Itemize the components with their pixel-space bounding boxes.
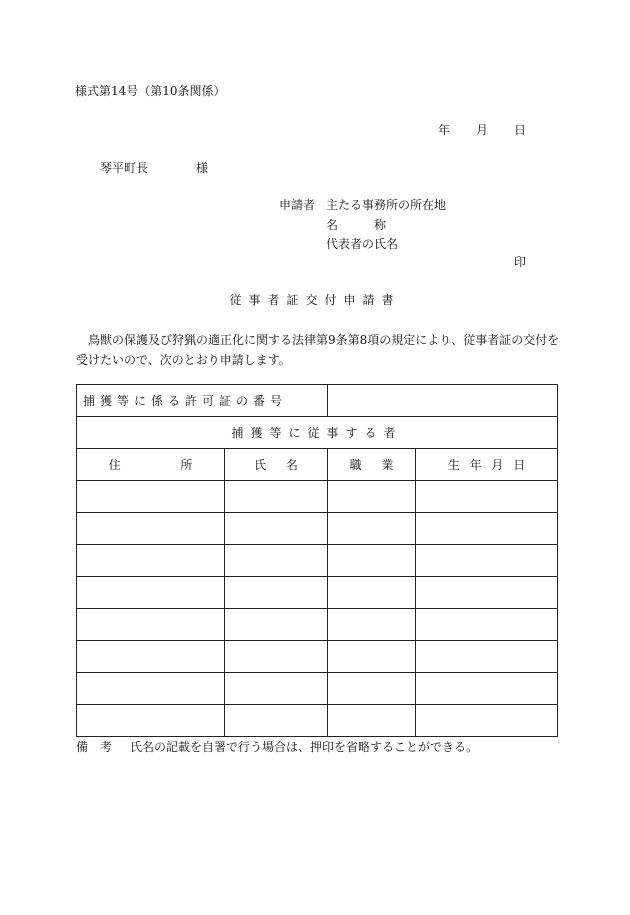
permit-row xyxy=(77,385,558,417)
seal-mark: 印 xyxy=(513,255,526,269)
table-row xyxy=(77,641,558,673)
cell-birthdate[interactable] xyxy=(416,545,558,577)
cell-occupation[interactable] xyxy=(328,577,416,609)
cell-name[interactable] xyxy=(225,481,328,513)
body-text xyxy=(76,330,562,370)
cell-name[interactable] xyxy=(225,513,328,545)
cell-birthdate[interactable] xyxy=(416,705,558,737)
permit-number-field[interactable] xyxy=(328,385,558,417)
cell-birthdate[interactable] xyxy=(416,577,558,609)
addressee xyxy=(100,162,208,174)
permit-number-label: 捕獲等に係る許可証の番号 xyxy=(77,385,328,417)
cell-address[interactable] xyxy=(77,641,225,673)
cell-occupation[interactable] xyxy=(328,513,416,545)
date-day: 日 xyxy=(513,123,526,137)
column-header-birthdate: 生 年 月 日 xyxy=(416,449,558,481)
cell-occupation[interactable] xyxy=(328,609,416,641)
remark-text: 氏名の記載を自署で行う場合は、押印を省略することができる。 xyxy=(130,740,479,754)
cell-name[interactable] xyxy=(225,609,328,641)
cell-name[interactable] xyxy=(225,641,328,673)
applicant-field-address: 主たる事務所の所在地 xyxy=(326,198,447,212)
cell-occupation[interactable] xyxy=(328,705,416,737)
cell-name[interactable] xyxy=(225,673,328,705)
addressee-honorific: 様 xyxy=(196,161,209,175)
application-table xyxy=(76,384,558,737)
cell-birthdate[interactable] xyxy=(416,609,558,641)
form-number: 様式第14号（第10条関係） xyxy=(75,84,226,98)
table-row xyxy=(77,609,558,641)
cell-name[interactable] xyxy=(225,705,328,737)
cell-occupation[interactable] xyxy=(328,481,416,513)
document-title: 従事者証交付申請書 xyxy=(229,293,401,307)
addressee-name: 琴平町長 xyxy=(100,161,149,175)
remark-label: 備考 xyxy=(76,740,125,754)
cell-name[interactable] xyxy=(225,577,328,609)
cell-address[interactable] xyxy=(77,577,225,609)
cell-birthdate[interactable] xyxy=(416,481,558,513)
table-row xyxy=(77,481,558,513)
date-line xyxy=(438,124,526,136)
cell-birthdate[interactable] xyxy=(416,513,558,545)
column-header-name: 氏 名 xyxy=(225,449,328,481)
date-month: 月 xyxy=(475,123,488,137)
date-year: 年 xyxy=(437,123,450,137)
body-text-content: 鳥獣の保護及び狩猟の適正化に関する法律第9条第8項の規定により、従事者証の交付を受けたいので、次のとおり申請します。 xyxy=(76,333,560,367)
column-header-occupation: 職 業 xyxy=(328,449,416,481)
section-header: 捕獲等に従事する者 xyxy=(77,417,558,449)
cell-address[interactable] xyxy=(77,673,225,705)
table-row xyxy=(77,673,558,705)
table-row xyxy=(77,545,558,577)
applicant-field-name: 名 称 xyxy=(326,218,387,232)
cell-occupation[interactable] xyxy=(328,545,416,577)
cell-birthdate[interactable] xyxy=(416,673,558,705)
table-row xyxy=(77,513,558,545)
cell-address[interactable] xyxy=(77,609,225,641)
applicant-label: 申請者 xyxy=(279,198,316,212)
cell-name[interactable] xyxy=(225,545,328,577)
column-header-address: 住 所 xyxy=(77,449,225,481)
applicant-field-representative: 代表者の氏名 xyxy=(326,237,399,251)
cell-address[interactable] xyxy=(77,513,225,545)
table-row xyxy=(77,705,558,737)
cell-address[interactable] xyxy=(77,705,225,737)
cell-address[interactable] xyxy=(77,545,225,577)
remark xyxy=(76,741,478,753)
table-row xyxy=(77,577,558,609)
column-header-row xyxy=(77,449,558,481)
cell-birthdate[interactable] xyxy=(416,641,558,673)
section-header-row xyxy=(77,417,558,449)
cell-occupation[interactable] xyxy=(328,641,416,673)
cell-occupation[interactable] xyxy=(328,673,416,705)
cell-address[interactable] xyxy=(77,481,225,513)
